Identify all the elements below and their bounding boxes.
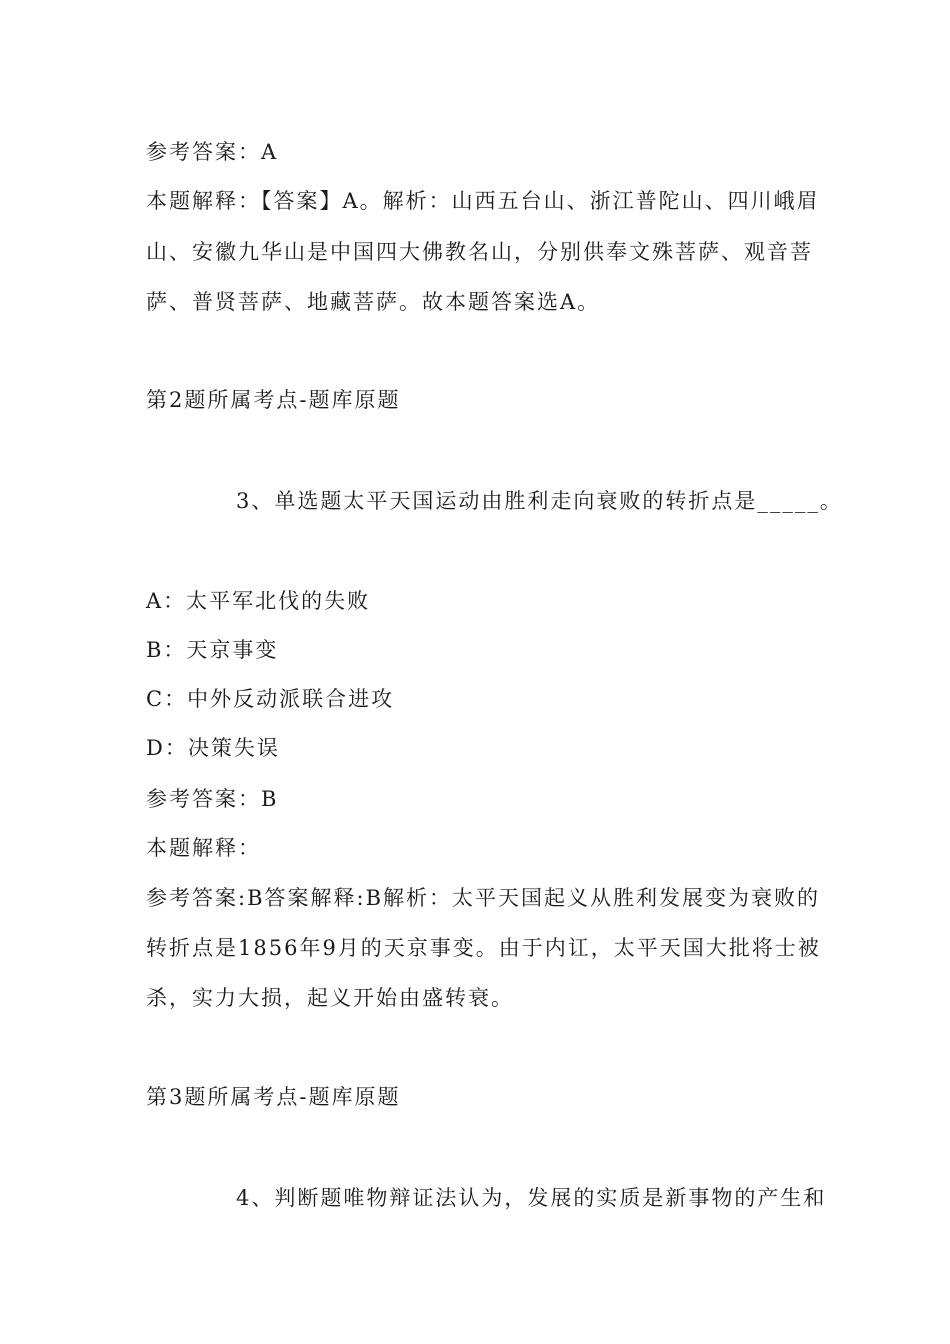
q2-explanation-line-2: 山、安徽九华山是中国四大佛教名山，分别供奉文殊菩萨、观音菩 <box>146 240 813 264</box>
q3-option-b: B：天京事变 <box>146 638 279 662</box>
q2-topic: 第2题所属考点-题库原题 <box>146 388 401 412</box>
q2-answer: 参考答案：A <box>146 140 279 164</box>
q3-explanation-label: 本题解释： <box>146 836 261 860</box>
q3-answer: 参考答案：B <box>146 787 279 811</box>
q3-option-d: D：决策失误 <box>146 736 280 760</box>
q3-question: 3、单选题太平天国运动由胜利走向衰败的转折点是_____。 <box>236 489 843 513</box>
q3-explanation-line-2: 转折点是1856年9月的天京事变。由于内讧，太平天国大批将士被 <box>146 936 821 960</box>
q4-question: 4、判断题唯物辩证法认为，发展的实质是新事物的产生和 <box>236 1186 827 1210</box>
q3-option-a: A：太平军北伐的失败 <box>146 589 371 613</box>
q3-option-c: C：中外反动派联合进攻 <box>146 687 395 711</box>
q3-explanation-line-3: 杀，实力大损，起义开始由盛转衰。 <box>146 986 514 1010</box>
q3-topic: 第3题所属考点-题库原题 <box>146 1085 401 1109</box>
q2-explanation-line-3: 萨、普贤菩萨、地藏菩萨。故本题答案选A。 <box>146 290 601 314</box>
q3-explanation-line-1: 参考答案:B答案解释:B解析：太平天国起义从胜利发展变为衰败的 <box>146 886 821 910</box>
q2-explanation-line-1: 本题解释：【答案】A。解析：山西五台山、浙江普陀山、四川峨眉 <box>146 189 820 213</box>
